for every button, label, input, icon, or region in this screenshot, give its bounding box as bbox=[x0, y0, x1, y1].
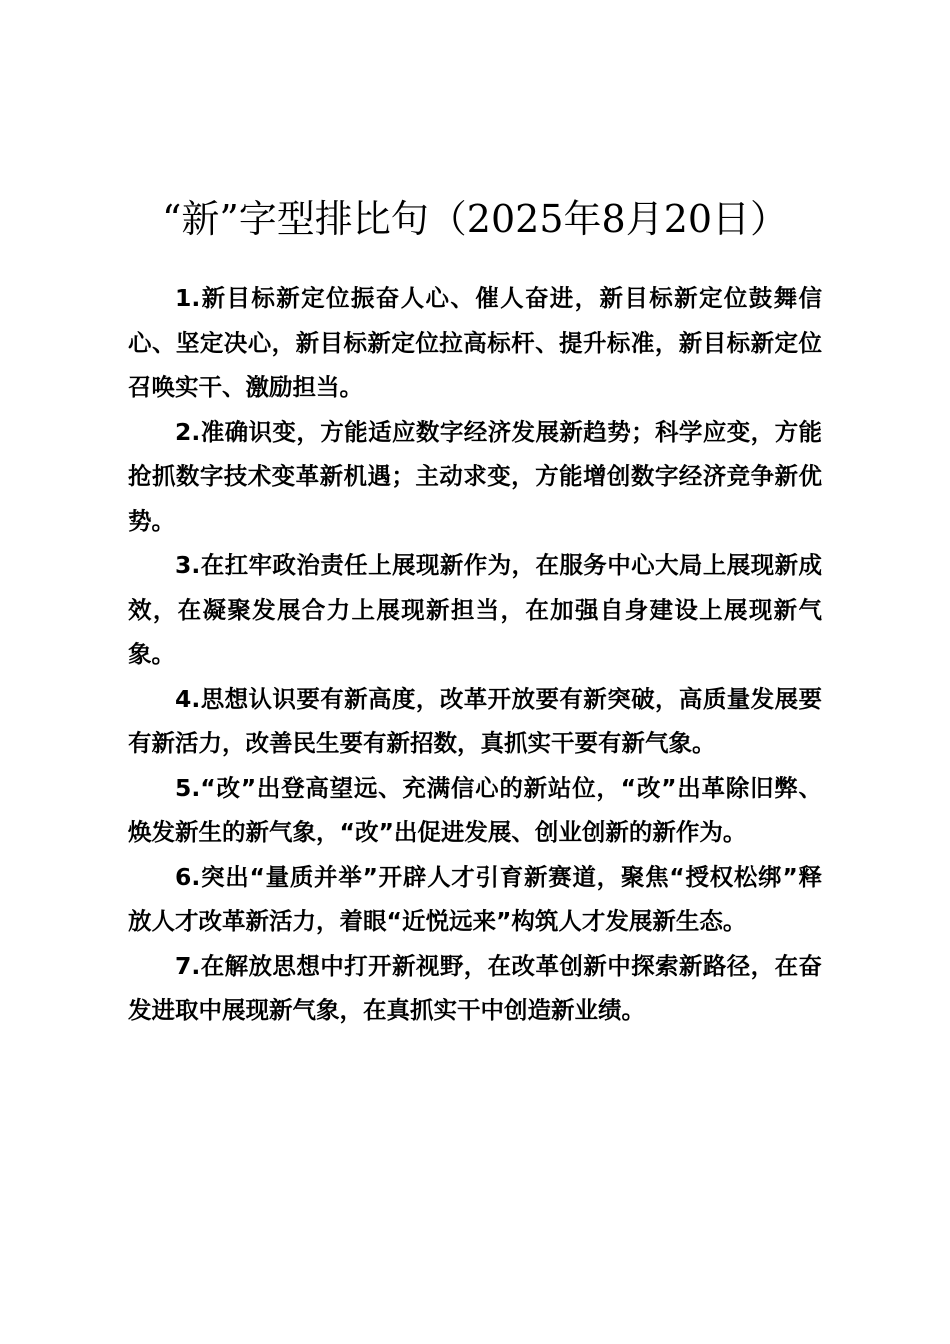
document-body bbox=[128, 276, 822, 1033]
paragraph-3: 3.在扛牢政治责任上展现新作为，在服务中心大局上展现新成效，在凝聚发展合力上展现新担当，在加强自身建设上展现新气象。 bbox=[128, 551, 822, 668]
paragraph-7: 7.在解放思想中打开新视野，在改革创新中探索新路径，在奋发进取中展现新气象，在真抓实干中创造新业绩。 bbox=[128, 951, 822, 1024]
page-title: “新”字型排比句（2025年8月20日） bbox=[161, 197, 789, 242]
paragraph-6: 6.突出“量质并举”开辟人才引育新赛道，聚焦“授权松绑”释放人才改革新活力，着眼“近悦远来”构筑人才发展新生态。 bbox=[128, 862, 822, 935]
paragraph-4: 4.思想认识要有新高度，改革开放要有新突破，高质量发展要有新活力，改善民生要有新招数，真抓实干要有新气象。 bbox=[128, 684, 822, 757]
paragraph-5: 5.“改”出登高望远、充满信心的新站位，“改”出革除旧弊、焕发新生的新气象，“改”出促进发展、创业创新的新作为。 bbox=[128, 773, 822, 846]
paragraph-2: 2.准确识变，方能适应数字经济发展新趋势；科学应变，方能抢抓数字技术变革新机遇；主动求变，方能增创数字经济竞争新优势。 bbox=[128, 417, 822, 535]
paragraph-1: 1.新目标新定位振奋人心、催人奋进，新目标新定位鼓舞信心、坚定决心，新目标新定位拉高标杆、提升标准，新目标新定位召唤实干、激励担当。 bbox=[128, 284, 822, 401]
